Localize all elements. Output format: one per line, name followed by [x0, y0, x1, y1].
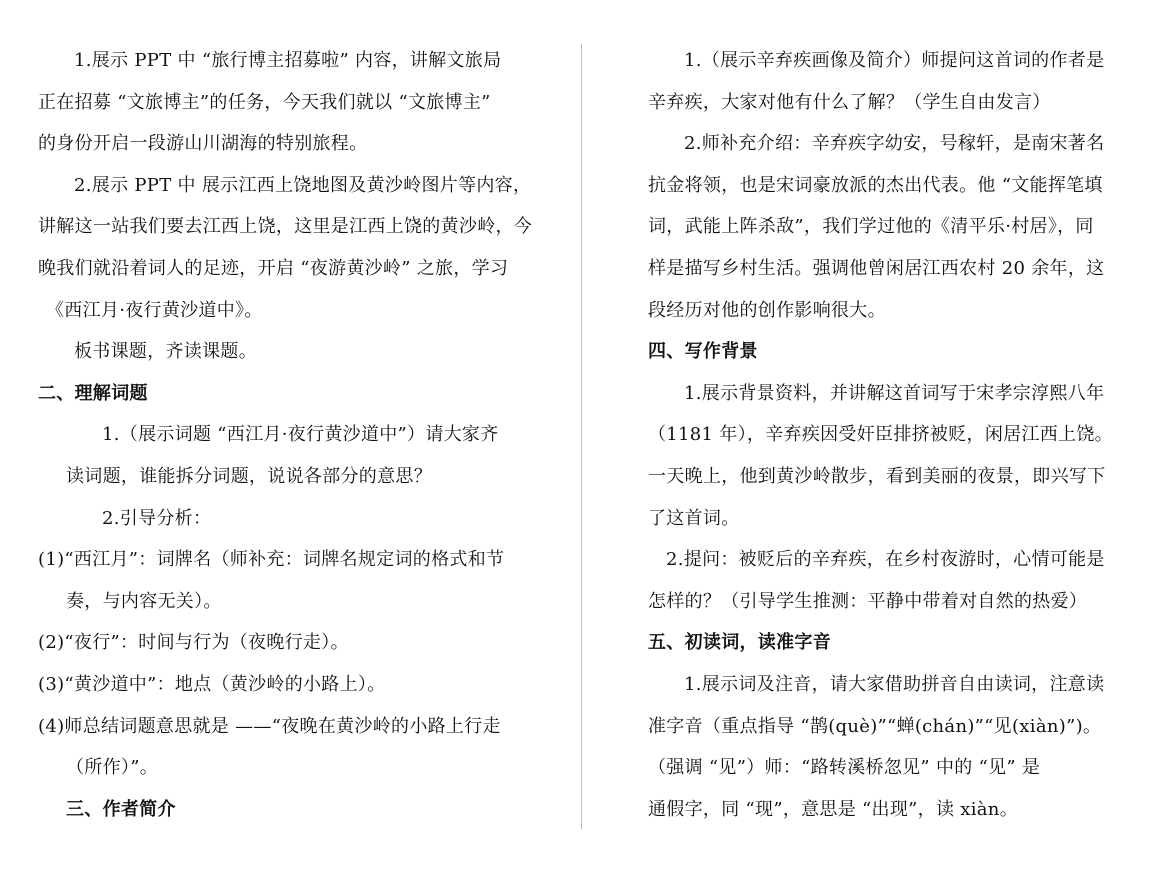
left-text-line: 读词题，谁能拆分词题，说说各部分的意思？ [66, 466, 432, 487]
right-text-line: 准字音（重点指导 “鹊(què)”“蝉(chán)”“见(xiàn)”)。 [648, 715, 1102, 737]
left-text-line: 1.展示 PPT 中 “旅行博主招募啦” 内容，讲解文旅局 [74, 50, 502, 71]
left-text-line: (2)“夜行”：时间与行为（夜晚行走）。 [38, 632, 349, 654]
right-text-line: 抗金将领，也是宋词豪放派的杰出代表。他 “文能挥笔填 [648, 174, 1103, 196]
right-text-line: （1181 年），辛弃疾因受奸臣排挤被贬，闲居江西上饶。 [648, 424, 1113, 446]
right-text-line: 一天晚上，他到黄沙岭散步，看到美丽的夜景，即兴写下 [648, 466, 1106, 487]
left-text-line: 1.（展示词题 “西江月·夜行黄沙道中”）请大家齐 [102, 424, 499, 446]
left-section-heading: 二、理解词题 [38, 382, 148, 404]
column-divider [581, 44, 582, 829]
left-text-line: (3)“黄沙道中”：地点（黄沙岭的小路上）。 [38, 674, 386, 695]
right-text-line: 怎样的？（引导学生推测：平静中带着对自然的热爱） [648, 590, 1088, 612]
left-text-line: (1)“西江月”：词牌名（师补充：词牌名规定词的格式和节 [38, 549, 505, 571]
left-text-line: 正在招募 “文旅博主”的任务，今天我们就以 “文旅博主” [38, 91, 491, 113]
left-text-line: 2.展示 PPT 中 展示江西上饶地图及黄沙岭图片等内容， [74, 174, 532, 196]
left-text-line: 讲解这一站我们要去江西上饶，这里是江西上饶的黄沙岭，今 [38, 216, 533, 238]
right-section-heading: 五、初读词，读准字音 [648, 632, 831, 654]
right-text-line: 了这首词。 [648, 507, 740, 529]
right-text-line: （强调 “见”）师：“路转溪桥忽见” 中的 “见” 是 [648, 757, 1041, 779]
right-text-line: 2.提问：被贬后的辛弃疾，在乡村夜游时，心情可能是 [666, 549, 1105, 571]
left-section-heading: 三、作者简介 [66, 798, 176, 820]
right-text-line: 2.师补充介绍：辛弃疾字幼安，号稼轩，是南宋著名 [684, 133, 1105, 155]
left-text-line: 的身份开启一段游山川湖海的特别旅程。 [38, 133, 368, 155]
left-text-line: (4)师总结词题意思就是 ——“夜晚在黄沙岭的小路上行走 [38, 715, 501, 737]
right-section-heading: 四、写作背景 [648, 341, 758, 363]
left-text-line: 晚我们就沿着词人的足迹，开启 “夜游黄沙岭” 之旅，学习 [38, 258, 509, 279]
right-text-line: 1.展示词及注音，请大家借助拼音自由读词，注意读 [684, 674, 1105, 695]
right-text-line: 段经历对他的创作影响很大。 [648, 299, 886, 321]
left-text-line: 板书课题，齐读课题。 [74, 341, 257, 363]
right-text-line: 1.展示背景资料，并讲解这首词写于宋孝宗淳熙八年 [684, 382, 1105, 404]
left-text-line: 2.引导分析： [102, 507, 212, 529]
right-text-line: 词，武能上阵杀敌”，我们学过他的《清平乐·村居》，同 [648, 216, 1094, 238]
right-text-line: 通假字，同 “现”，意思是 “出现”，读 xiàn。 [648, 798, 1019, 820]
left-text-line: 《西江月·夜行黄沙道中》。 [46, 299, 263, 321]
left-text-line: （所作）”。 [66, 757, 159, 779]
right-text-line: 辛弃疾，大家对他有什么了解？（学生自由发言） [648, 91, 1051, 113]
right-text-line: 样是描写乡村生活。强调他曾闲居江西农村 20 余年，这 [648, 258, 1105, 279]
left-text-line: 奏，与内容无关）。 [66, 590, 222, 612]
right-text-line: 1.（展示辛弃疾画像及简介）师提问这首词的作者是 [684, 50, 1105, 71]
